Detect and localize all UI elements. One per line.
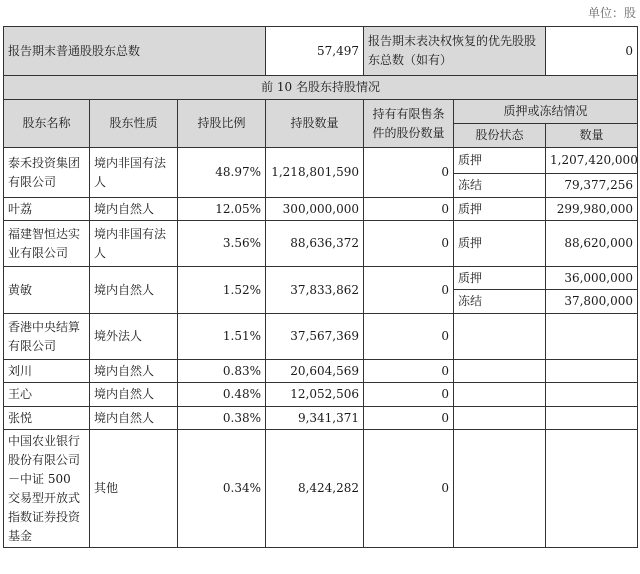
- table-row: [4, 198, 638, 221]
- unit-label: 单位：股: [587, 6, 636, 20]
- pledge-status: 质押: [454, 221, 546, 267]
- holding-quantity: 8,424,282: [266, 430, 364, 548]
- holding-ratio: 0.34%: [178, 430, 266, 548]
- pledge-status: [454, 314, 546, 360]
- pledge-status: 质押: [454, 267, 546, 290]
- header-nature: 股东性质: [90, 100, 178, 148]
- shareholder-nature: 其他: [90, 430, 178, 548]
- restricted-quantity: 0: [364, 267, 454, 314]
- table-row: [4, 148, 638, 174]
- pledge-amount: [546, 360, 638, 383]
- shareholder-name: 张悦: [4, 407, 90, 430]
- pref-holders-value: 0: [546, 27, 638, 76]
- pledge-status: [454, 383, 546, 407]
- shareholder-name: 泰禾投资集团有限公司: [4, 148, 90, 198]
- pledge-amount: 36,000,000: [546, 267, 638, 290]
- header-quantity: 持股数量: [266, 100, 364, 148]
- table-row: [4, 314, 638, 360]
- shareholder-name: 香港中央结算有限公司: [4, 314, 90, 360]
- header-name: 股东名称: [4, 100, 90, 148]
- restricted-quantity: 0: [364, 314, 454, 360]
- pledge-status: 质押: [454, 198, 546, 221]
- shareholder-nature: 境内非国有法人: [90, 148, 178, 198]
- shareholder-name: 中国农业银行股份有限公司－中证 500 交易型开放式指数证券投资基金: [4, 430, 90, 548]
- pledge-status: 冻结: [454, 174, 546, 198]
- shareholder-name: 叶荔: [4, 198, 90, 221]
- restricted-quantity: 0: [364, 198, 454, 221]
- pledge-amount: [546, 383, 638, 407]
- shareholder-table: [3, 26, 638, 548]
- holding-ratio: 1.52%: [178, 267, 266, 314]
- header-ratio: 持股比例: [178, 100, 266, 148]
- holding-quantity: 37,567,369: [266, 314, 364, 360]
- holding-quantity: 20,604,569: [266, 360, 364, 383]
- holding-ratio: 3.56%: [178, 221, 266, 267]
- pledge-amount: [546, 430, 638, 548]
- shareholder-name: 刘川: [4, 360, 90, 383]
- pledge-amount: 88,620,000: [546, 221, 638, 267]
- restricted-quantity: 0: [364, 407, 454, 430]
- holding-ratio: 48.97%: [178, 148, 266, 198]
- restricted-quantity: 0: [364, 360, 454, 383]
- shareholder-name: 黄敏: [4, 267, 90, 314]
- pledge-amount: 299,980,000: [546, 198, 638, 221]
- restricted-quantity: 0: [364, 148, 454, 198]
- table-row: [4, 407, 638, 430]
- pledge-amount: [546, 407, 638, 430]
- header-pledge-group: 质押或冻结情况: [454, 100, 638, 124]
- holding-quantity: 12,052,506: [266, 383, 364, 407]
- section-title: 前 10 名股东持股情况: [4, 76, 638, 100]
- pledge-amount: 37,800,000: [546, 290, 638, 314]
- shareholder-name: 福建智恒达实业有限公司: [4, 221, 90, 267]
- pledge-status: 质押: [454, 148, 546, 174]
- shareholder-nature: 境内自然人: [90, 360, 178, 383]
- pledge-amount: 79,377,256: [546, 174, 638, 198]
- header-status: 股份状态: [454, 124, 546, 148]
- pledge-status: [454, 360, 546, 383]
- holding-ratio: 1.51%: [178, 314, 266, 360]
- shareholder-nature: 境外法人: [90, 314, 178, 360]
- table-row: [4, 383, 638, 407]
- holding-ratio: 0.38%: [178, 407, 266, 430]
- holding-quantity: 9,341,371: [266, 407, 364, 430]
- shareholder-nature: 境内自然人: [90, 198, 178, 221]
- pref-holders-label: 报告期末表决权恢复的优先股股东总数（如有）: [364, 27, 546, 76]
- table-row: [4, 267, 638, 290]
- holding-quantity: 37,833,862: [266, 267, 364, 314]
- pledge-status: [454, 407, 546, 430]
- holding-ratio: 12.05%: [178, 198, 266, 221]
- common-holders-label: 报告期末普通股股东总数: [4, 27, 266, 76]
- restricted-quantity: 0: [364, 430, 454, 548]
- holding-quantity: 1,218,801,590: [266, 148, 364, 198]
- table-row: [4, 360, 638, 383]
- holding-quantity: 88,636,372: [266, 221, 364, 267]
- restricted-quantity: 0: [364, 383, 454, 407]
- shareholder-nature: 境内非国有法人: [90, 221, 178, 267]
- pledge-status: 冻结: [454, 290, 546, 314]
- pledge-amount: [546, 314, 638, 360]
- holding-ratio: 0.48%: [178, 383, 266, 407]
- holding-quantity: 300,000,000: [266, 198, 364, 221]
- pledge-status: [454, 430, 546, 548]
- table-row: [4, 430, 638, 548]
- shareholder-nature: 境内自然人: [90, 267, 178, 314]
- header-amount: 数量: [546, 124, 638, 148]
- holding-ratio: 0.83%: [178, 360, 266, 383]
- shareholder-name: 王心: [4, 383, 90, 407]
- header-restricted: 持有有限售条件的股份数量: [364, 100, 454, 148]
- pledge-amount: 1,207,420,000: [546, 148, 638, 174]
- restricted-quantity: 0: [364, 221, 454, 267]
- shareholder-nature: 境内自然人: [90, 383, 178, 407]
- shareholder-nature: 境内自然人: [90, 407, 178, 430]
- common-holders-value: 57,497: [266, 27, 364, 76]
- table-row: [4, 221, 638, 267]
